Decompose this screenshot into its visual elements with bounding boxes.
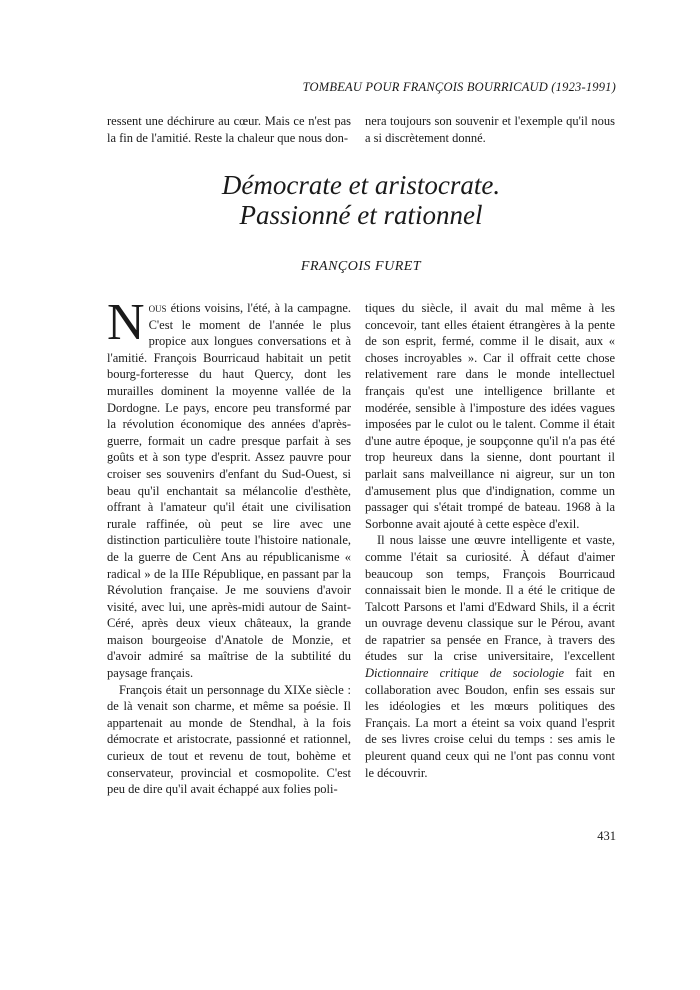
paragraph-4-text-after: fait en collaboration avec Boudon, enfin ses essais sur les idéologies et les mœurs politiques des Français. La mort a éteint sa voix quand l'esprit de ses livres croise celui du temps : ses amis le pleurent quand ceux qui ne l'ont pas connu vont le découvrir.: [365, 666, 615, 780]
paragraph-3: tiques du siècle, il avait du mal même à les concevoir, tant elles étaient étrangères à la pente de son esprit, fermé, comme il le disait, aux « choses incroyables ». Car il offrait cette chose relativement rare dans le monde intellectuel français qu'est une intelligence brillante et modérée, sensible à l'imposture des idées vagues imposées par le culot ou le talent. Comme il était d'une autre époque, je soupçonne qu'il n'a pas été trop heureux dans la sienne, dont pourtant il parlait sans malveillance ni aigreur, sur un ton d'amusement plus que d'indignation, comme un passager qui s'était trompé de bateau. 1968 à la Sorbonne avait ajouté à cette espèce d'exil.: [365, 301, 615, 531]
paragraph-4-text-before: Il nous laisse une œuvre intelligente et vaste, comme l'était sa curiosité. À défaut d'aimer beaucoup son temps, François Bourricaud connaissait bien le monde. Il a été le critique de Talcott Parsons et l'ami d'Edward Shils, il a écrit un ouvrage devenu classique sur le Pérou, avant de rapatrier sa pensée en France, à travers des études sur la crise universitaire, l'excellent: [365, 533, 615, 664]
carryover-left-column: [107, 113, 351, 146]
article-title: [107, 170, 615, 230]
article-author: FRANÇOIS FURET: [300, 259, 422, 274]
book-title-dictionnaire: Dictionnaire critique de sociologie: [365, 666, 565, 681]
carryover-paragraph-right: nera toujours son souvenir et l'exemple qu'il nous a si discrètement donné.: [365, 114, 615, 145]
paragraph-2: François était un personnage du XIXe siècle : de là venait son charme, et même sa poésie. Il appartenait au monde de Stendhal, à la fois démocrate et aristocrate, passionné et rationnel, curieux de tout et revenu de tout, bohème et conservateur, provincial et cosmopolite. C'est peu de dire qu'il avait échappé aux folies poli-: [107, 682, 351, 797]
running-header: TOMBEAU POUR FRANÇOIS BOURRICAUD (1923-1991): [302, 80, 616, 94]
carryover-right-column: [365, 113, 615, 146]
article-title-line-1: Démocrate et aristocrate.: [221, 170, 501, 200]
paragraph-4: [365, 532, 615, 781]
article-title-line-2: Passionné et rationnel: [239, 200, 483, 230]
page-number: 431: [597, 829, 616, 843]
carryover-paragraph-left: ressent une déchirure au cœur. Mais ce n'est pas la fin de l'amitié. Reste la chaleur que nous don-: [107, 114, 351, 145]
body-right-column: [365, 300, 615, 781]
drop-cap: N: [107, 294, 145, 351]
paragraph-1: [107, 294, 351, 682]
paragraph-1-smallcaps: ous: [148, 301, 167, 315]
paragraph-1-text: étions voisins, l'été, à la campagne. C'est le moment de l'année le plus propice aux longues conversations et à l'amitié. François Bourricaud habitait un petit bourg-forteresse du haut Quercy, dont les murailles dominent la moyenne vallée de la Dordogne. Le pays, encore peu transformé par la révolution économique des années d'après-guerre, formait un cadre presque parfait à ses goûts et à son type d'esprit. Assez pauvre pour croiser ses souvenirs d'enfant du Sud-Ouest, si beau qu'il enchantait sa mélancolie d'esthète, offrant à l'amateur qu'il était une civilisation rurale raffinée, où peut se lire avec une distinction particulière toute l'histoire nationale, de la guerre de Cent Ans au républicanisme « radical » de la IIIe République, en passant par la Révolution française. Je me souviens d'avoir visité, avec lui, une après-midi autour de Saint-Céré, après deux vieux châteaux, la grande maison bourgeoise d'Anatole de Monzie, et d'avoir admiré sa maîtrise de la subtilité du paysage français.: [107, 301, 351, 681]
body-left-column: [107, 294, 351, 798]
